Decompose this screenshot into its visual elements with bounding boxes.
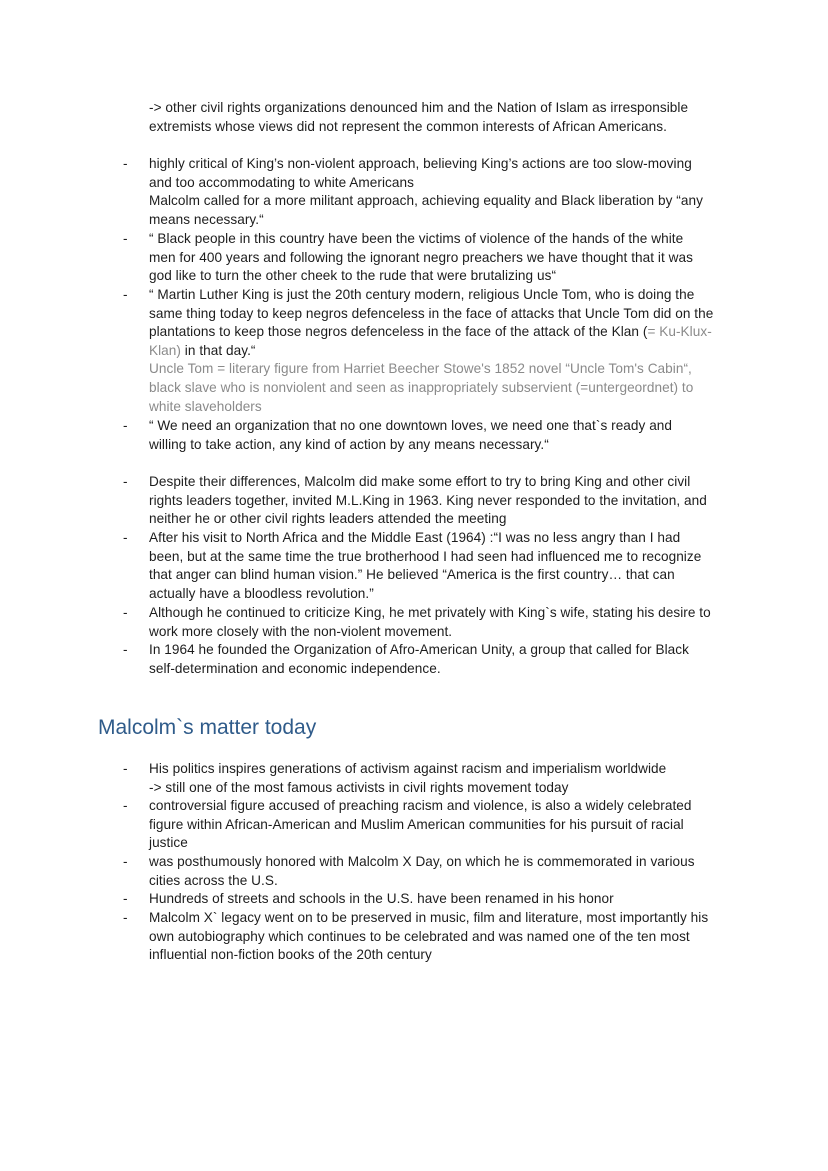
list-item [123,890,739,909]
list-item [123,417,739,454]
annotation-segment: Klan) [149,342,181,358]
list-item [123,797,739,853]
text-line: willing to take action, any kind of action by any means necessary.“ [149,436,549,452]
text-segment: plantations to keep those negros defenceless in the face of the attack of the Klan ( [149,324,648,340]
text-line: extremists whose views did not represent the common interests of African Americans. [149,118,667,134]
text-line [149,342,739,361]
note-line: black slave who is nonviolent and seen as inappropriately subservient (=untergeordnet) to [149,379,694,395]
text-line: In 1964 he founded the Organization of Afro-American Unity, a group that called for Black [149,642,689,657]
bullet-dash: - [123,798,128,813]
text-line: -> still one of the most famous activists in civil rights movement today [149,779,569,795]
text-line: that anger can blind human vision.” He believed “America is the first country… that can [149,567,675,583]
text-line: Despite their differences, Malcolm did make some effort to try to bring King and other civil [149,474,691,489]
text-line [149,323,739,342]
text-line: controversial figure accused of preaching racism and violence, is also a widely celebrated [149,798,692,813]
section-heading: Malcolm`s matter today [98,716,317,739]
text-line: highly critical of King’s non-violent approach, believing King’s actions are too slow-moving [149,156,692,171]
text-line: means necessary.“ [149,211,264,227]
bullet-dash: - [123,474,128,489]
text-segment: in that day.“ [180,342,256,358]
text-line: Although he continued to criticize King, he met privately with King`s wife, stating his desire to [149,605,711,620]
bullet-dash: - [123,891,128,906]
text-line: was posthumously honored with Malcolm X Day, on which he is commemorated in various [149,854,695,869]
list-item [123,760,739,797]
text-line: influential non-fiction books of the 20th century [149,947,432,963]
text-line: Hundreds of streets and schools in the U.S. have been renamed in his honor [149,891,614,906]
text-line: Malcolm X` legacy went on to be preserved in music, film and literature, most importantly his [149,910,709,925]
bullet-dash: - [123,761,128,776]
text-line: “ Black people in this country have been the victims of violence of the hands of the white [149,231,684,246]
text-line: been, but at the same time the true brotherhood I had seen had influenced me to recognize [149,548,702,564]
list-item [123,286,739,416]
text-line: cities across the U.S. [149,872,278,888]
bullet-dash: - [123,156,128,171]
note-line: white slaveholders [149,398,262,414]
bullet-dash: - [123,854,128,869]
text-line: actually have a bloodless revolution.” [149,585,374,601]
text-line: same thing today to keep negros defenceless in the face of attacks that Uncle Tom did on the [149,305,714,321]
text-line: -> other civil rights organizations denounced him and the Nation of Islam as irresponsible [149,100,689,115]
list-item [123,909,739,965]
text-line: After his visit to North Africa and the Middle East (1964) :“I was no less angry than I had [149,530,681,545]
text-line: men for 400 years and following the ignorant negro preachers we have thought that it was [149,249,693,265]
list-item [123,473,739,529]
list-item [123,641,739,678]
note-line: Uncle Tom = literary figure from Harriet Beecher Stowe's 1852 novel “Uncle Tom's Cabin“, [149,361,692,377]
list-item [123,604,739,641]
list-item [123,155,739,229]
text-line: and too accommodating to white Americans [149,174,414,190]
bullet-dash: - [123,418,128,433]
text-line: figure within African-American and Muslim American communities for his pursuit of racial [149,816,684,832]
text-line: “ We need an organization that no one downtown loves, we need one that`s ready and [149,418,673,433]
bullet-dash: - [123,287,128,302]
annotation-segment: = Ku-Klux- [647,324,712,340]
text-line: “ Martin Luther King is just the 20th century modern, religious Uncle Tom, who is doing the [149,287,695,302]
bullet-dash: - [123,605,128,620]
bullet-dash: - [123,642,128,657]
text-line: His politics inspires generations of activism against racism and imperialism worldwide [149,761,667,776]
list-item [123,230,739,286]
text-line: Malcolm called for a more militant approach, achieving equality and Black liberation by “any [149,193,703,209]
list-item [123,529,739,603]
text-line: own autobiography which continues to be celebrated and was named one of the ten most [149,928,690,944]
intro-paragraph [149,99,739,136]
text-line: self-determination and economic independence. [149,660,441,676]
bullet-dash: - [123,910,128,925]
text-line: rights leaders together, invited M.L.King in 1963. King never responded to the invitation, and [149,492,707,508]
text-line: justice [149,835,188,851]
text-line: god like to turn the other cheek to the rude that were brutalizing us“ [149,268,557,284]
bullet-dash: - [123,530,128,545]
list-item [123,853,739,890]
bullet-dash: - [123,231,128,246]
text-line: neither he or other civil rights leaders attended the meeting [149,511,507,527]
text-line: work more closely with the non-violent movement. [149,623,453,639]
